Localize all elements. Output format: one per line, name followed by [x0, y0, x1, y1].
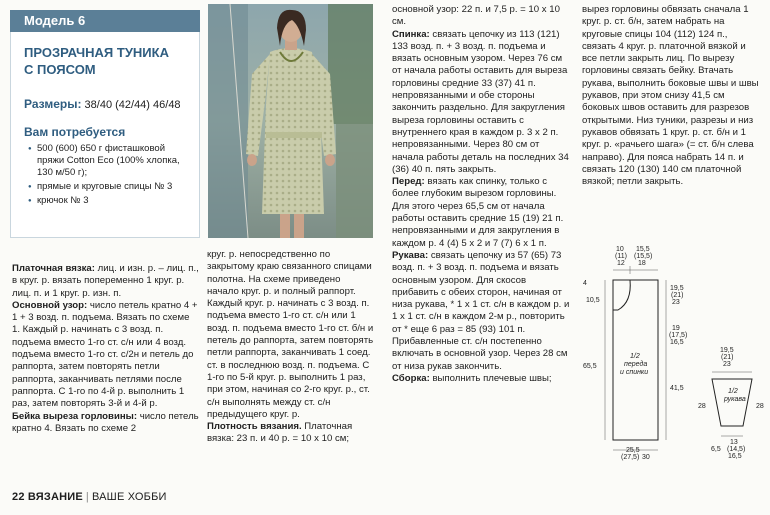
paragraph: Платочная вязка: лиц. и изн. р. – лиц. п., в круг. р. вязать попеременно 1 круг. р. лиц. п. и 1 круг. р. изн. п. — [12, 263, 199, 299]
dim-label: 19,5 — [720, 347, 734, 354]
page-number: 22 — [12, 491, 25, 503]
materials-item: ● 500 (600) 650 г фисташковой пряжи Cotton Eco (100% хлопка, 130 м/50 г); — [28, 143, 194, 179]
dim-label: (14,5) — [727, 446, 746, 453]
piece-label: переда — [624, 361, 648, 368]
dim-label: 10 — [616, 246, 624, 253]
paragraph: круг. р. непосредственно по закрытому краю связанного спицами полотна. На схеме приведено начало круг. р. и полный раппорт. Каждый круг. р. начинать с 3 возд. п. подъема вместо 1-го ст. с/н или 1 возд. п. подъема вместо 1-го ст. б/н и петель до раппорта, затем повторять петли раппорта, заканчивать 1 соед. ст. в последнюю возд. п. подъема. С 1-го по 5-й круг. р. выполнить 1 раз, при этом, начиная со 2-го круг. р., ст. с/н выполнять между ст. с/н предыдущего круг. р. — [207, 249, 374, 420]
paragraph: вырез горловины обвязать сначала 1 круг. р. ст. б/н, затем набрать на круговые спицы 104 (112) 124 п., связать 4 круг. р. платочной вязкой и все петли закрыть лиц. По вырезу горловины связать бейку. Втачать рукава, выполнить боковые швы и швы рукавов, при этом снизу 41,5 см боковых швов оставить для разрезов открытыми. Низ туники, разрезы и низ рукавов обвязать 1 круг. р. ст. б/н и 1 круг. р. «рачьего шага» (= ст. б/н слева направо). Для пояса набрать 14 п. и связать 120 (130) 140 см платочной вязкой; петли закрыть. — [582, 4, 759, 188]
neckline-shape — [613, 280, 630, 310]
sizes — [24, 97, 194, 112]
pattern-title — [24, 44, 194, 78]
dim-label: 16,5 — [728, 453, 742, 460]
sizes-value: 38/40 (42/44) 46/48 — [84, 99, 181, 111]
dim-label: (21) — [671, 292, 684, 299]
dim-label: 12 — [617, 260, 625, 267]
model-photo — [208, 4, 373, 238]
sizes-label: Размеры: — [24, 97, 82, 111]
text-column-4 — [582, 4, 762, 188]
magazine-name: ВЯЗАНИЕ — [27, 491, 83, 503]
dim-label: (15,5) — [634, 253, 653, 260]
front-back-piece — [613, 280, 658, 440]
dim-label: 28 — [698, 403, 706, 410]
dim-label: 16,5 — [670, 339, 684, 346]
dim-label: 23 — [723, 361, 731, 368]
dim-label: (11) — [615, 253, 627, 260]
dim-label: 65,5 — [583, 363, 597, 370]
paragraph: Спинка: связать цепочку из 113 (121) 133 возд. п. + 3 возд. п. подъема и вязать основным узором. Через 76 см от начала работы оставить для выреза горловины средние 33 (37) 41 п. непровязанными и обе стороны закончить раздельно. Для закругления выреза горловины оставить с внутреннего края в каждом р. 3 х 2 п. непровязанными. Через 80 см от начала работы деталь на последних 34 (36) 40 п. пять закрыть. — [392, 28, 569, 175]
piece-label: 1/2 — [630, 353, 640, 360]
materials-list — [28, 143, 194, 207]
dim-label: 13 — [730, 439, 738, 446]
piece-label: и спинки — [620, 369, 649, 376]
pattern-schematic — [580, 240, 770, 510]
paragraph: основной узор: 22 п. и 7,5 р. = 10 х 10 см. — [392, 4, 560, 28]
dim-label: 19 — [672, 325, 680, 332]
materials-item: ● крючок № 3 — [28, 195, 194, 207]
dim-label: 28 — [756, 403, 764, 410]
dim-label: 10,5 — [586, 297, 600, 304]
dim-label: 19,5 — [670, 285, 684, 292]
magazine-subtitle: ВАШЕ ХОББИ — [91, 491, 167, 503]
dim-label: (21) — [721, 354, 734, 361]
dim-label: 4 — [583, 280, 587, 287]
materials-heading: Вам потребуется — [24, 125, 126, 139]
text-column-3 — [392, 4, 570, 385]
paragraph: Рукава: связать цепочку из 57 (65) 73 возд. п. + 3 возд. п. подъема и вязать основным узором. Для скосов прибавить с обеих сторон, начиная от низа рукава, * 1 х 1 ст. с/н в каждом р. и 1 х 1 ст. с/н в каждом 2-м р., повторить от * еще 6 раз = 85 (93) 101 п. Прибавленные ст. с/н постепенно включать в основной узор. Через 28 см от низа рукав закончить. — [392, 249, 570, 372]
dim-label: 41,5 — [670, 385, 684, 392]
dim-label: 15,5 — [636, 246, 650, 253]
title-line-1: ПРОЗРАЧНАЯ ТУНИКА — [24, 45, 169, 60]
text-column-1 — [12, 263, 200, 435]
materials-item: ● прямые и круговые спицы № 3 — [28, 181, 194, 193]
paragraph: Перед: вязать как спинку, только с более глубоким вырезом горловины. Для этого через 65,5 см от начала работы оставить средние 15 (19) 21 п. непровязанными и для закругления в каждом р. 4 (4) 5 х 2 и 7 (7) 6 х 1 п. — [392, 176, 564, 249]
dim-label: (17,5) — [669, 332, 688, 339]
piece-label: 1/2 — [728, 388, 738, 395]
dim-label: 30 — [642, 454, 650, 461]
dim-label: (27,5) — [621, 454, 640, 461]
dim-label: 6,5 — [711, 446, 721, 453]
dim-label: 25,5 — [626, 447, 640, 454]
piece-label: рукава — [724, 396, 746, 403]
title-line-2: С ПОЯСОМ — [24, 62, 96, 77]
dim-label: 23 — [672, 299, 680, 306]
dim-label: 18 — [638, 260, 646, 267]
page-footer: 22 ВЯЗАНИЕ | ВАШЕ ХОББИ — [12, 491, 167, 503]
paragraph: Основной узор: число петель кратно 4 + 1 + 3 возд. п. подъема. Вязать по схеме 1. Каждый р. начинать с 3 возд. п. подъема вместо 1-го ст. с/н или 4 возд. подъема вместо 1-го ст. с/2н и петель до раппорта, затем повторять петли раппорта, заканчивать петлями после раппорта. С 1-го по 4-й р. выполнить 1 раз, затем повторять 3-й и 4-й р. — [12, 299, 198, 410]
paragraph: Бейка выреза горловины: число петель кратно 4. Вязать по схеме 2 — [12, 410, 199, 434]
paragraph: Сборка: выполнить плечевые швы; — [392, 372, 552, 384]
text-column-2 — [207, 249, 374, 446]
paragraph: Плотность вязания. Платочная вязка: 23 п. и 40 р. = 10 х 10 см; — [207, 421, 353, 445]
model-number: Модель 6 — [10, 10, 200, 32]
